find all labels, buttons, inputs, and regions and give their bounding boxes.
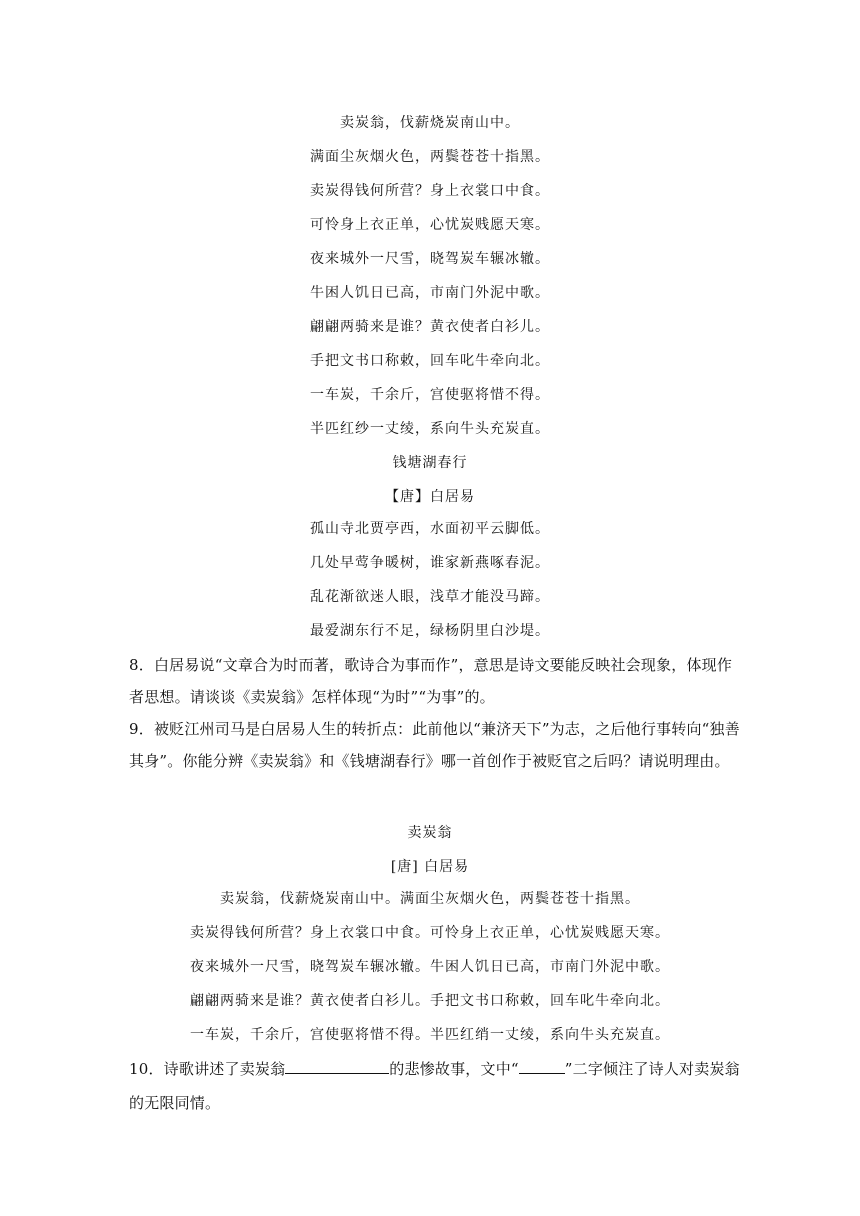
question-10-line-1 xyxy=(129,1058,739,1079)
question-8-line-2: 者思想。请谈谈《卖炭翁》怎样体现“为时”“为事”的。 xyxy=(129,688,495,706)
poem1-line-3: 卖炭得钱何所营？身上衣裳口中食。 xyxy=(310,183,550,199)
poem1-line-5: 夜来城外一尺雪，晓驾炭车辗冰辙。 xyxy=(310,251,550,267)
poem3-line-4: 翩翩两骑来是谁？黄衣使者白衫儿。手把文书口称敕，回车叱牛牵向北。 xyxy=(190,993,670,1009)
question-9-line-2: 其身”。你能分辨《卖炭翁》和《钱塘湖春行》哪一首创作于被贬官之后吗？请说明理由。 xyxy=(129,752,730,770)
poem3-line-1: 卖炭翁，伐薪烧炭南山中。满面尘灰烟火色，两鬓苍苍十指黑。 xyxy=(220,891,640,907)
poem2-line-3: 乱花渐欲迷人眼，浅草才能没马蹄。 xyxy=(310,589,550,605)
poem2-line-4: 最爱湖东行不足，绿杨阴里白沙堤。 xyxy=(310,623,550,639)
answer-blank-2[interactable] xyxy=(519,1059,565,1074)
poem1-line-10: 半匹红纱一丈绫，系向牛头充炭直。 xyxy=(310,421,550,437)
question-9-line-1: 9．被贬江州司马是白居易人生的转折点：此前他以“兼济天下”为志，之后他行事转向“独善 xyxy=(129,720,740,738)
answer-blank-1[interactable] xyxy=(285,1059,389,1074)
poem2-author: 【唐】白居易 xyxy=(385,489,475,505)
poem3-author: [唐] 白居易 xyxy=(390,859,470,875)
poem1-line-6: 牛困人饥日已高，市南门外泥中歌。 xyxy=(310,285,550,301)
poem1-line-4: 可怜身上衣正单，心忧炭贱愿天寒。 xyxy=(310,217,550,233)
poem1-line-1: 卖炭翁，伐薪烧炭南山中。 xyxy=(340,115,520,131)
poem2-line-2: 几处早莺争暖树，谁家新燕啄春泥。 xyxy=(310,555,550,571)
poem3-line-5: 一车炭，千余斤，宫使驱将惜不得。半匹红绡一丈绫，系向牛头充炭直。 xyxy=(190,1027,670,1043)
poem1-line-2: 满面尘灰烟火色，两鬓苍苍十指黑。 xyxy=(310,149,550,165)
poem1-line-9: 一车炭，千余斤，宫使驱将惜不得。 xyxy=(310,387,550,403)
poem2-title: 钱塘湖春行 xyxy=(392,455,468,471)
question-8-line-1: 8．白居易说“文章合为时而著，歌诗合为事而作”，意思是诗文要能反映社会现象，体现作 xyxy=(129,656,733,674)
poem1-line-8: 手把文书口称敕，回车叱牛牵向北。 xyxy=(310,353,550,369)
question-10-part2: 的悲惨故事，文中“ xyxy=(389,1060,519,1078)
question-10-line-2: 的无限同情。 xyxy=(129,1094,221,1112)
poem2-line-1: 孤山寺北贾亭西，水面初平云脚低。 xyxy=(310,521,550,537)
poem1-line-7: 翩翩两骑来是谁？黄衣使者白衫儿。 xyxy=(310,319,550,335)
question-10-part3: ”二字倾注了诗人对卖炭翁 xyxy=(564,1060,740,1078)
poem3-line-3: 夜来城外一尺雪，晓驾炭车辗冰辙。牛困人饥日已高，市南门外泥中歌。 xyxy=(190,959,670,975)
poem3-title: 卖炭翁 xyxy=(407,825,453,841)
question-10-part1: 10．诗歌讲述了卖炭翁 xyxy=(129,1060,286,1078)
poem3-line-2: 卖炭得钱何所营？身上衣裳口中食。可怜身上衣正单，心忧炭贱愿天寒。 xyxy=(190,925,670,941)
